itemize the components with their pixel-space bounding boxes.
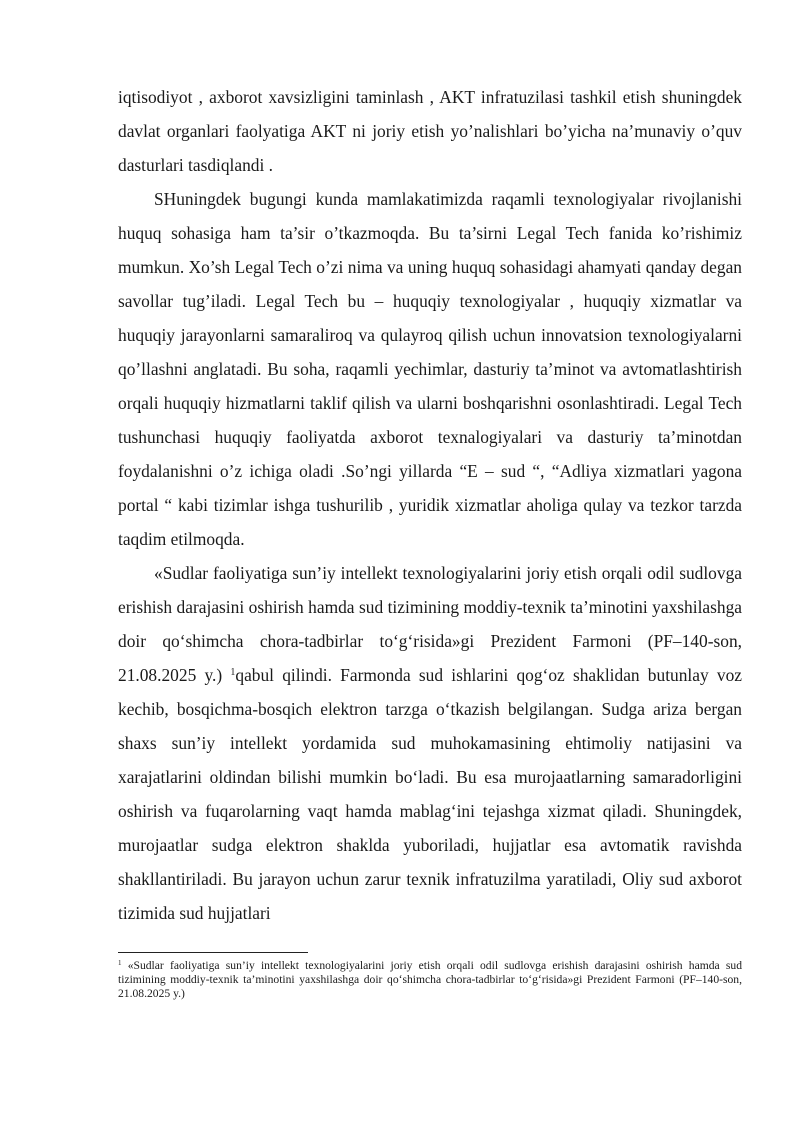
- footnote-divider: [118, 952, 308, 953]
- paragraph-3: [118, 556, 742, 930]
- paragraph-3-text-after: qabul qilindi. Farmonda sud ishlarini qog‘oz shaklidan butunlay voz kechib, bosqichma-bosqich elektron tarzga o‘tkazish belgilangan. Sudga ariza bergan shaxs sun’iy intellekt yordamida sud muhokamasining ehtimoliy natijasini va xarajatlarini oldindan bilishi mumkin bo‘ladi. Bu esa murojaatlarning samaradorligini oshirish va fuqarolarning vaqt hamda mablag‘ini tejashga xizmat qiladi. Shuningdek, murojaatlar sudga elektron shaklda yuboriladi, hujjatlar esa avtomatik ravishda shakllantiriladi. Bu jarayon uchun zarur texnik infratuzilma yaratiladi, Oliy sud axborot tizimida sud hujjatlari: [118, 665, 742, 923]
- paragraph-3-text-before: «Sudlar faoliyatiga sun’iy intellekt texnologiyalarini joriy etish orqali odil sudlovga erishish darajasini oshirish hamda sud tizimining moddiy-texnik ta’minotini yaxshilashga doir qo‘shimcha chora-tadbirlar to‘g‘risida»gi Prezident Farmoni (PF–140-son, 21.08.2025 y.): [118, 563, 742, 685]
- paragraph-2: SHuningdek bugungi kunda mamlakatimizda raqamli texnologiyalar rivojlanishi huquq sohasiga ham ta’sir o’tkazmoqda. Bu ta’sirni Legal Tech fanida ko’rishimiz mumkun. Xo’sh Legal Tech o’zi nima va uning huquq sohasidagi ahamyati qanday degan savollar tug’iladi. Legal Tech bu – huquqiy texnologiyalar , huquqiy xizmatlar va huquqiy jarayonlarni samaraliroq va qulayroq qilish uchun innovatsion texnologiyalarni qo’llashni anglatadi. Bu soha, raqamli yechimlar, dasturiy ta’minot va avtomatlashtirish orqali huquqiy hizmatlarni taklif qilish va ularni boshqarishni osonlashtiradi. Legal Tech tushunchasi huquqiy faoliyatda axborot texnalogiyalari va dasturiy ta’minotdan foydalanishni o’z ichiga oladi .So’ngi yillarda “E – sud “, “Adliya xizmatlari yagona portal “ kabi tizimlar ishga tushurilib , yuridik xizmatlar aholiga qulay va tezkor tarzda taqdim etilmoqda.: [118, 189, 742, 549]
- footnote-reference[interactable]: 1: [230, 667, 236, 678]
- footnote: [118, 959, 742, 1001]
- footnote-marker: 1: [118, 959, 122, 967]
- paragraph-1: iqtisodiyot , axborot xavsizligini taminlash , AKT infratuzilasi tashkil etish shuningdek davlat organlari faolyatiga AKT ni joriy etish yo’nalishlari bo’yicha na’munaviy o’quv dasturlari tasdiqlandi .: [118, 87, 742, 175]
- body-text: [118, 80, 742, 930]
- footnote-text: «Sudlar faoliyatiga sun’iy intellekt texnologiyalarini joriy etish orqali odil sudlovga erishish darajasini oshirish hamda sud tizimining moddiy-texnik ta’minotini yaxshilashga doir qo‘shimcha chora-tadbirlar to‘g‘risida»gi Prezident Farmoni (PF–140-son, 21.08.2025 y.): [118, 959, 742, 1000]
